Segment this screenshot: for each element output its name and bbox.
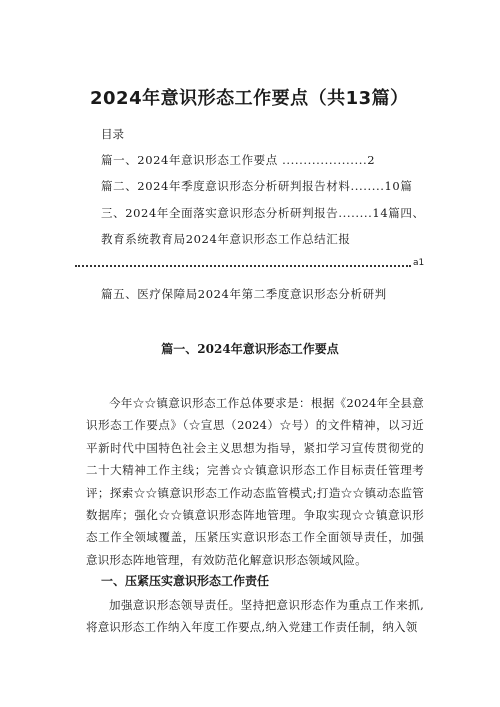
document-title: 2024年意识形态工作要点（共13篇） (90, 88, 409, 109)
body-paragraph: 今年☆☆镇意识形态工作总体要求是：根据《2024年全县意识形态工作要点》（☆宣思（2024）☆号）的文件精神，以习近平新时代中国特色社会主义思想为指导，紧扣学习宣传贯彻党的二十大精神工作主线；完善☆☆镇意识形态工作目标责任管理考评；探索☆☆镇意识形态工作动态监管模式;打造☆☆镇动态监管数据库；强化☆☆镇意识形态阵地管理。争取实现☆☆镇意识形态工作全领域覆盖，压紧压实意识形态工作全面领导责任，加强意识形态阵地管理，有效防范化解意识形态领域风险。 (86, 396, 424, 567)
toc-entry: 篇二、2024年季度意识形态分析研判报告材料........10篇 (101, 179, 413, 193)
toc-entry: 篇五、医疗保障局2024年第二季度意识形态分析研判 (101, 287, 387, 301)
dotted-leader-mark: a1 (413, 258, 425, 268)
toc-entry: 篇一、2024年意识形态工作要点 ....................2 (101, 153, 376, 167)
toc-entry: 教育系统教育局2024年意识形态工作总结汇报 (101, 232, 351, 246)
section-heading: 篇一、2024年意识形态工作要点 (161, 342, 339, 356)
toc-heading: 目录 (101, 127, 124, 141)
body-paragraph: 加强意识形态领导责任。坚持把意识形态作为重点工作来抓,将意识形态工作纳入年度工作要点,纳入党建工作责任制，纳入领 (86, 598, 424, 635)
toc-entry: 三、2024年全面落实意识形态分析研判报告........14篇四、 (101, 206, 425, 220)
section-subheading: 一、压紧压实意识形态工作责任 (101, 574, 270, 588)
dotted-leader (75, 258, 425, 272)
dotted-leader-line (75, 265, 411, 267)
